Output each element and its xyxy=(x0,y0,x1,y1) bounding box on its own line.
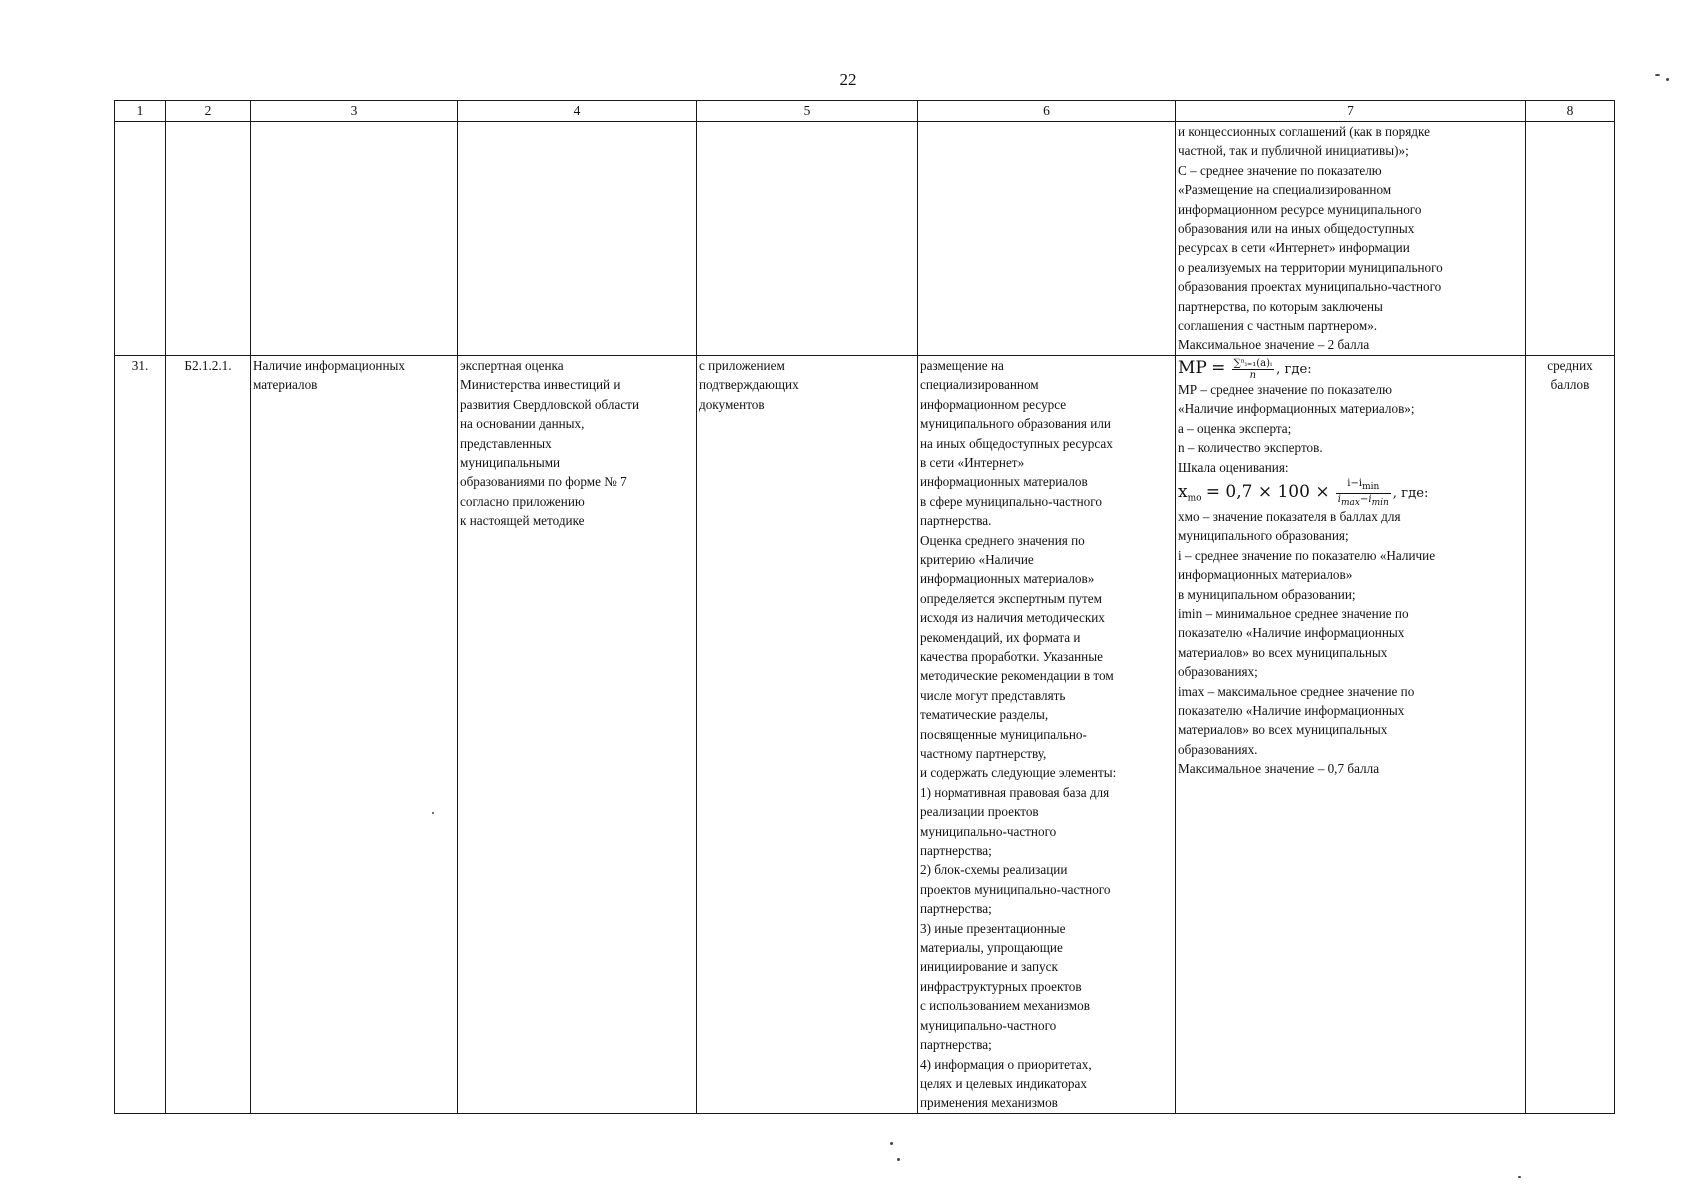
text-line: в сфере муниципально-частного xyxy=(920,493,1102,509)
text-line: критерию «Наличие xyxy=(920,551,1034,567)
text-line: n – количество экспертов. xyxy=(1178,440,1323,456)
text-line: показателю «Наличие информационных xyxy=(1178,702,1405,718)
text-line: Максимальное значение – 0,7 балла xyxy=(1178,761,1380,777)
text-line: Максимальное значение – 2 балла xyxy=(1178,337,1370,353)
text-line: тематические разделы, xyxy=(920,707,1049,723)
text-line: партнерства. xyxy=(920,513,992,529)
formula-lhs: МР xyxy=(1178,357,1207,378)
col-header-4: 4 xyxy=(458,101,697,122)
text-line: информационном ресурсе xyxy=(920,396,1067,412)
text-line: imin – минимальное среднее значение по xyxy=(1178,605,1409,621)
text-line: размещение на xyxy=(920,357,1004,373)
text-line: развития Свердловской области xyxy=(460,396,639,412)
calculation-method xyxy=(1176,355,1526,1113)
text-line: Министерства инвестиций и xyxy=(460,377,621,393)
text-line: 4) информация о приоритетах, xyxy=(920,1056,1092,1072)
text-line: партнерства, по которым заключены xyxy=(1178,298,1383,314)
formula-fraction xyxy=(1336,478,1391,509)
formula-numerator: ∑ⁿᵢ₌₁(a)ᵢ xyxy=(1233,357,1273,369)
text-line: 3) иные презентационные xyxy=(920,920,1066,936)
formula-tail: , где: xyxy=(1276,361,1312,377)
text-line: Оценка среднего значения по xyxy=(920,532,1085,548)
text-line: баллов xyxy=(1550,377,1590,393)
text-line: муниципальными xyxy=(460,454,561,470)
text-line: подтверждающих xyxy=(699,377,799,393)
text-line: реализации проектов xyxy=(920,804,1039,820)
scan-speck xyxy=(1666,78,1669,81)
continuation-row xyxy=(115,122,1615,356)
col-header-2: 2 xyxy=(166,101,251,122)
indicator-name xyxy=(251,355,458,1113)
text-line: в муниципальном образовании; xyxy=(1178,586,1356,602)
mean-score-formula xyxy=(1178,356,1523,380)
text-line: рекомендаций, их формата и xyxy=(920,629,1081,645)
text-line: показателю «Наличие информационных xyxy=(1178,625,1405,641)
text-line: числе могут представлять xyxy=(920,687,1066,703)
formula-lhs-sub: mo xyxy=(1187,493,1202,504)
text-line: 1) нормативная правовая база для xyxy=(920,784,1110,800)
text-line: с использованием механизмов xyxy=(920,998,1090,1014)
col-header-6: 6 xyxy=(918,101,1176,122)
text-line: образованиях; xyxy=(1178,664,1258,680)
text-line: партнерства; xyxy=(920,843,992,859)
col-header-7: 7 xyxy=(1176,101,1526,122)
formula-fraction xyxy=(1232,358,1275,381)
text-line: определяется экспертным путем xyxy=(920,590,1102,606)
text-line: образованиях. xyxy=(1178,741,1258,757)
col-header-1: 1 xyxy=(115,101,166,122)
text-line: на основании данных, xyxy=(460,416,585,432)
num-main: i−i xyxy=(1347,477,1363,489)
formula-eq: = 0,7 × 100 × xyxy=(1205,481,1330,502)
text-line: xмо – значение показателя в баллах для xyxy=(1178,508,1401,524)
text-line: образования проектах муниципально-частного xyxy=(1178,279,1442,295)
table-row-31 xyxy=(115,355,1615,1113)
cont-cell-4 xyxy=(458,122,697,356)
text-line: согласно приложению xyxy=(460,493,585,509)
cont-cell-2 xyxy=(166,122,251,356)
text-line: частной, так и публичной инициативы)»; xyxy=(1178,143,1409,159)
text-line: образования или на иных общедоступных xyxy=(1178,221,1415,237)
confirmation xyxy=(697,355,918,1113)
text-line: муниципального образования или xyxy=(920,416,1111,432)
text-line: целях и целевых индикаторах xyxy=(920,1075,1087,1091)
criteria-description xyxy=(918,355,1176,1113)
methodology-table xyxy=(114,100,1615,1114)
text-line: проектов муниципально-частного xyxy=(920,881,1111,897)
formula-tail: , где: xyxy=(1392,485,1429,501)
text-line: Наличие информационных xyxy=(253,357,406,373)
text-line: партнерства; xyxy=(920,1037,992,1053)
text-line: i – среднее значение по показателю «Наличие xyxy=(1178,547,1436,563)
scan-speck xyxy=(1518,1176,1521,1178)
text-line: 2) блок-схемы реализации xyxy=(920,862,1068,878)
text-line: инициирование и запуск xyxy=(920,959,1058,975)
column-number-row xyxy=(115,101,1615,122)
text-line: средних xyxy=(1547,357,1593,373)
indicator-code: Б2.1.2.1. xyxy=(166,355,251,1113)
formula-lhs: x xyxy=(1178,481,1188,502)
text-line: материалов» во всех муниципальных xyxy=(1178,644,1388,660)
scan-speck xyxy=(890,1142,893,1145)
text-line: материалы, упрощающие xyxy=(920,940,1063,956)
cont-cell-3 xyxy=(251,122,458,356)
den-mid: −i xyxy=(1359,493,1372,505)
text-line: экспертная оценка xyxy=(460,357,564,373)
text-line: муниципально-частного xyxy=(920,823,1057,839)
text-line: Шкала оценивания: xyxy=(1178,459,1289,475)
formula-denominator: n xyxy=(1249,369,1257,381)
formula-numerator xyxy=(1336,478,1391,494)
den-sub1: max xyxy=(1341,497,1360,508)
text-line: партнерства; xyxy=(920,901,992,917)
data-source xyxy=(458,355,697,1113)
text-line: и концессионных соглашений (как в порядке xyxy=(1178,124,1430,139)
text-line: imax – максимальное среднее значение по xyxy=(1178,683,1415,699)
den-sub2: min xyxy=(1371,497,1389,508)
text-line: информационных материалов» xyxy=(1178,567,1353,583)
text-line: а – оценка эксперта; xyxy=(1178,420,1292,436)
text-line: и содержать следующие элементы: xyxy=(920,765,1117,781)
text-line: материалов» во всех муниципальных xyxy=(1178,722,1388,738)
cont-cell-1 xyxy=(115,122,166,356)
row-number: 31. xyxy=(115,355,166,1113)
text-line: к настоящей методике xyxy=(460,513,585,529)
text-line: инфраструктурных проектов xyxy=(920,978,1082,994)
cont-cell-8 xyxy=(1526,122,1615,356)
text-line: информационных материалов xyxy=(920,474,1088,490)
cont-cell-6 xyxy=(918,122,1176,356)
score-scale-formula xyxy=(1178,477,1523,507)
text-line: ресурсах в сети «Интернет» информации xyxy=(1178,240,1410,256)
text-line: применения механизмов xyxy=(920,1095,1058,1111)
cont-cell-7 xyxy=(1176,122,1526,356)
text-line: «Наличие информационных материалов»; xyxy=(1178,401,1415,417)
text-line: С – среднее значение по показателю xyxy=(1178,162,1382,178)
cont-cell-5 xyxy=(697,122,918,356)
text-line: специализированном xyxy=(920,377,1039,393)
text-line: документов xyxy=(699,396,765,412)
text-line: в сети «Интернет» xyxy=(920,454,1025,470)
text-line: о реализуемых на территории муниципального xyxy=(1178,259,1443,275)
text-line: соглашения с частным партнером». xyxy=(1178,318,1378,334)
text-line: материалов xyxy=(253,377,318,393)
text-line: посвященные муниципально- xyxy=(920,726,1087,742)
text-line: муниципально-частного xyxy=(920,1017,1057,1033)
text-line: образованиями по форме № 7 xyxy=(460,474,627,490)
unit-of-measure xyxy=(1526,355,1615,1113)
text-line: с приложением xyxy=(699,357,785,373)
page-number: 22 xyxy=(839,70,857,89)
formula-eq: = xyxy=(1211,357,1226,378)
text-line: информационном ресурсе муниципального xyxy=(1178,201,1422,217)
text-line: частному партнерству, xyxy=(920,746,1047,761)
scan-speck xyxy=(897,1158,900,1161)
col-header-3: 3 xyxy=(251,101,458,122)
scan-speck xyxy=(1655,74,1660,76)
text-line: качества проработки. Указанные xyxy=(920,648,1103,664)
col-header-5: 5 xyxy=(697,101,918,122)
text-line: МР – среднее значение по показателю xyxy=(1178,381,1392,397)
text-line: «Размещение на специализированном xyxy=(1178,182,1392,198)
col-header-8: 8 xyxy=(1526,101,1615,122)
text-line: исходя из наличия методических xyxy=(920,610,1105,626)
text-line: муниципального образования; xyxy=(1178,528,1349,544)
text-line: на иных общедоступных ресурсах xyxy=(920,435,1113,451)
text-line: методические рекомендации в том xyxy=(920,668,1114,684)
text-line: информационных материалов» xyxy=(920,571,1095,587)
num-sub: min xyxy=(1362,481,1380,492)
text-line: представленных xyxy=(460,435,552,451)
den-i: i xyxy=(1337,493,1341,505)
